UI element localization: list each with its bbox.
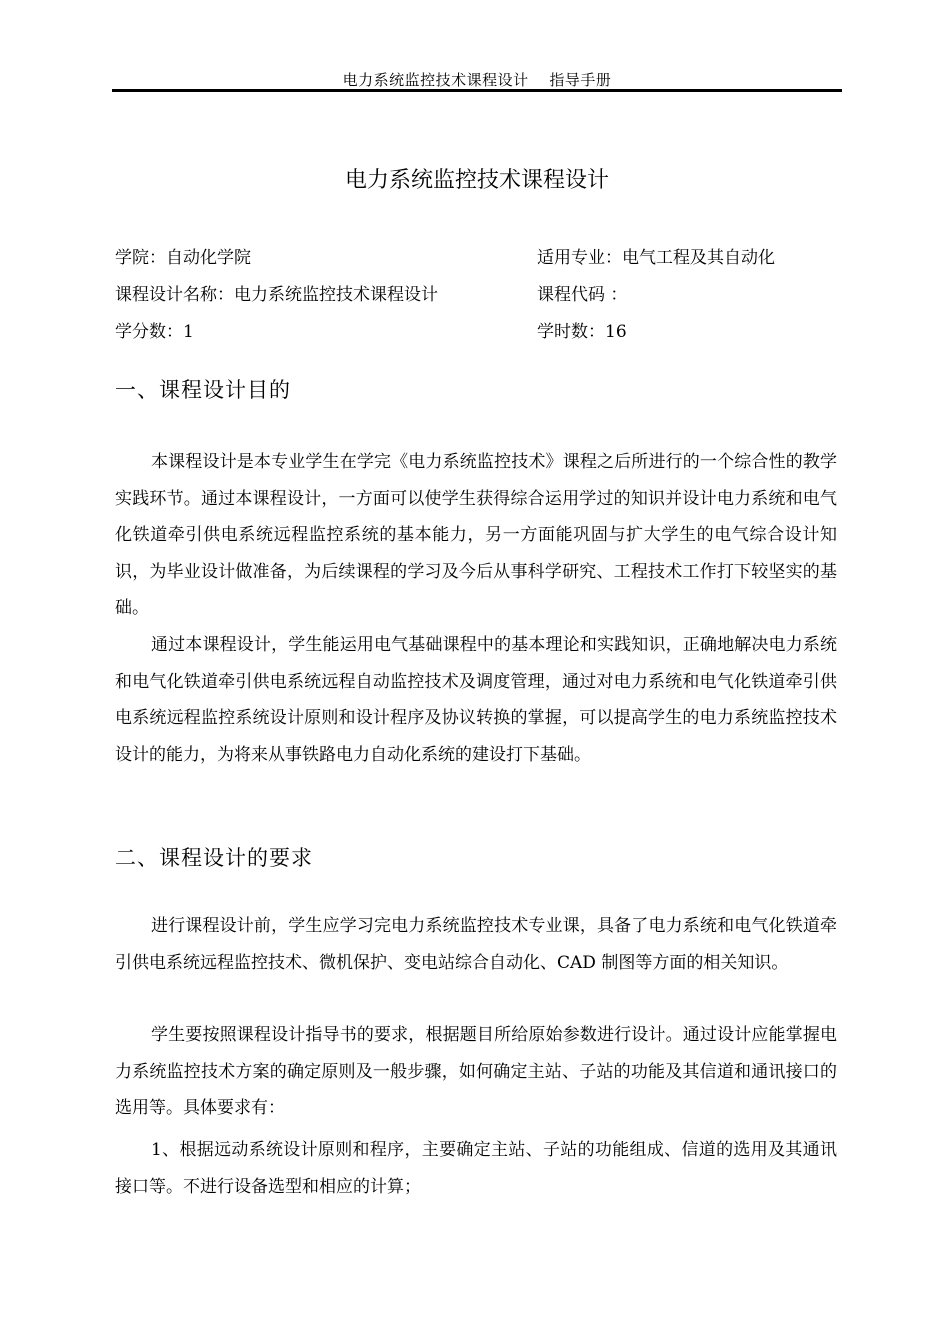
paragraph-requirements-2: 学生要按照课程设计指导书的要求，根据题目所给原始参数进行设计。通过设计应能掌握电力系统监控技术方案的确定原则及一般步骤，如何确定主站、子站的功能及其信道和通讯接口的选用等。具体要求有：	[115, 1025, 837, 1118]
hours-field: 学时数：16	[537, 322, 627, 342]
info-row-3	[115, 318, 845, 346]
running-header: 电力系统监控技术课程设计 指导手册	[342, 71, 612, 89]
info-row-1	[115, 244, 845, 272]
header-divider	[112, 89, 842, 92]
info-row-2	[115, 281, 845, 309]
credits-field: 学分数：1	[115, 322, 194, 342]
paragraph-requirements-3: 1、根据远动系统设计原则和程序，主要确定主站、子站的功能组成、信道的选用及其通讯接口等。不进行设备选型和相应的计算；	[115, 1140, 837, 1197]
document-title: 电力系统监控技术课程设计	[344, 168, 609, 193]
section-heading-purpose: 一、课程设计目的	[115, 378, 291, 402]
paragraph-requirements-1: 进行课程设计前，学生应学习完电力系统监控技术专业课，具备了电力系统和电气化铁道牵引供电系统远程监控技术、微机保护、变电站综合自动化、CAD 制图等方面的相关知识。	[115, 916, 837, 973]
course-code-field: 课程代码 ：	[537, 285, 628, 305]
major-field: 适用专业：电气工程及其自动化	[537, 248, 775, 268]
paragraph-purpose-1: 本课程设计是本专业学生在学完《电力系统监控技术》课程之后所进行的一个综合性的教学实践环节。通过本课程设计，一方面可以使学生获得综合运用学过的知识并设计电力系统和电气化铁道牵引供电系统远程监控系统的基本能力，另一方面能巩固与扩大学生的电气综合设计知识，为毕业设计做准备，为后续课程的学习及今后从事科学研究、工程技术工作打下较坚实的基础。	[115, 452, 837, 618]
college-field: 学院：自动化学院	[115, 248, 251, 268]
course-name-field: 课程设计名称：电力系统监控技术课程设计	[115, 285, 438, 305]
paragraph-purpose-2: 通过本课程设计，学生能运用电气基础课程中的基本理论和实践知识，正确地解决电力系统和电气化铁道牵引供电系统远程自动监控技术及调度管理，通过对电力系统和电气化铁道牵引供电系统远程监控系统设计原则和设计程序及协议转换的掌握，可以提高学生的电力系统监控技术设计的能力，为将来从事铁路电力自动化系统的建设打下基础。	[115, 635, 837, 765]
section-heading-requirements: 二、课程设计的要求	[115, 846, 313, 870]
